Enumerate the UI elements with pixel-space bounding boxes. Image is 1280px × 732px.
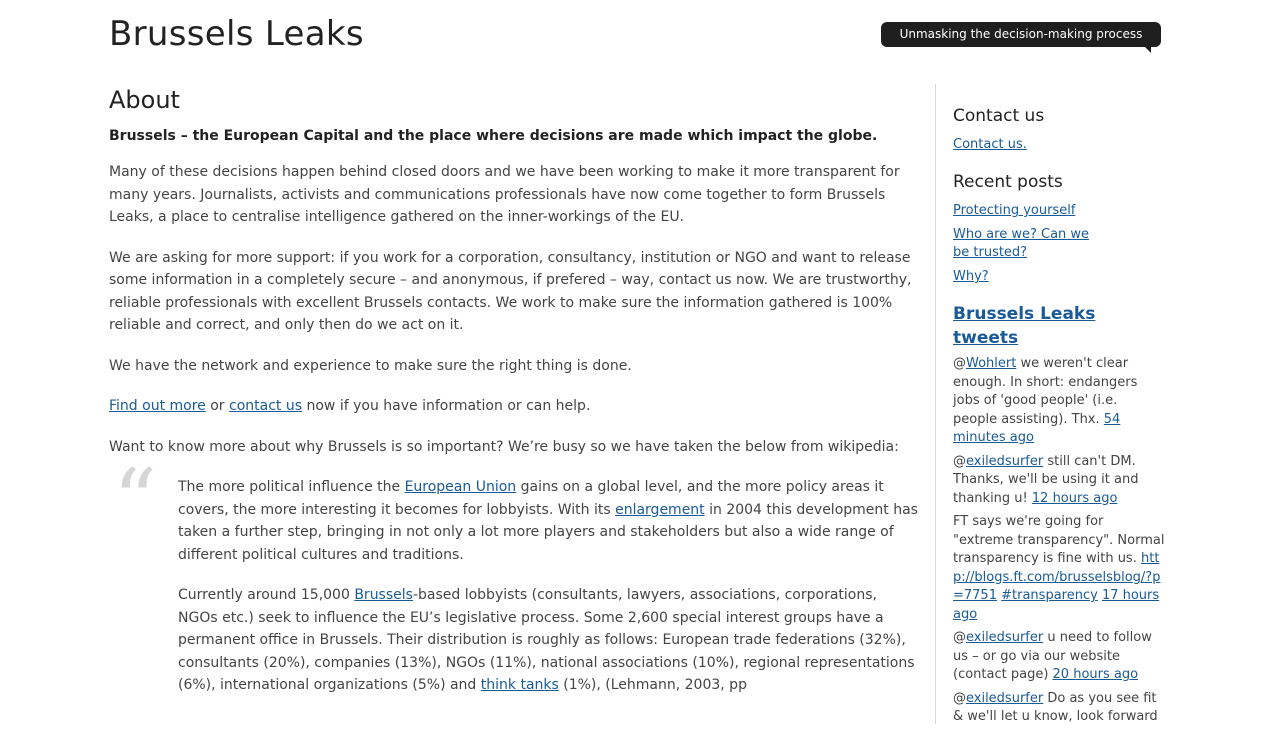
tagline-pointer: [1143, 45, 1151, 53]
network-paragraph: We have the network and experience to make sure the right thing is done.: [109, 357, 632, 374]
sidebar: [953, 104, 1165, 732]
tweet-item: @exiledsurfer u need to follow us – or go via our website (contact page) 20 hours ago: [953, 630, 1152, 682]
wikipedia-intro-paragraph: Want to know more about why Brussels is so important? We’re busy so we have taken the below from wikipedia:: [109, 438, 899, 455]
quote-paragraph-2: Currently around 15,000 Brussels-based lobbyists (consultants, lawyers, associations, corporations, NGOs etc.) seek to influence the EU’s legislative process. Some 2,600 special interest groups have a permanent office in Brussels. Their distribution is roughly as follows: European trade federations (32%), consultants (20%), companies (13%), NGOs (11%), national associations (10%), regional representations (6%), international organizations (5%) and think tanks (1%), (Lehmann, 2003, pp: [178, 587, 915, 693]
tweet-time-link[interactable]: 17 hours ago: [953, 588, 1160, 622]
blockquote: [109, 451, 921, 697]
tweets-heading-link[interactable]: Brussels Leaks tweets: [953, 304, 1096, 348]
tweet-user-link[interactable]: exiledsurfer: [966, 690, 1044, 706]
cta-paragraph: Find out more or contact us now if you have information or can help.: [109, 398, 591, 414]
tweet-item: @Wohlert we weren't clear enough. In short: endangers jobs of 'good people' (i.e. people assisting). Thx. 54 minutes ago: [953, 356, 1138, 445]
support-paragraph: We are asking for more support: if you work for a corporation, consultancy, institution or NGO and want to release some information in a completely secure – and anonymous, if prefered – way, contact us now. We are trustworthy, reliable professionals with excellent Brussels contacts. We work to make sure the information gathered is 100% reliable and correct, and only then do we act on it.: [109, 249, 912, 333]
recent-post-link[interactable]: Protecting yourself: [953, 203, 1076, 218]
tweet-item: FT says we're going for "extreme transparency". Normal transparency is fine with us. http://blogs.ft.com/brusselsblog/?p=7751 #transparency 17 hours ago: [953, 514, 1165, 622]
column-divider: [935, 84, 936, 724]
think-tanks-link[interactable]: think tanks: [480, 677, 559, 693]
european-union-link[interactable]: European Union: [404, 479, 517, 495]
recent-post-link[interactable]: Who are we? Can we be trusted?: [953, 227, 1090, 260]
sidebar-contact-link[interactable]: Contact us.: [953, 137, 1027, 152]
intro-paragraph: Many of these decisions happen behind closed doors and we have been working to make it more transparent for many years. Journalists, activists and communications professionals have now come together to form Brussels Leaks, a place to centralise intelligence gathered on the inner-workings of the EU.: [109, 164, 900, 225]
recent-post-link[interactable]: Why?: [953, 269, 989, 284]
tweet-time-link[interactable]: 20 hours ago: [1052, 667, 1139, 682]
recent-posts-heading: Recent posts: [953, 172, 1063, 192]
lead-text: Brussels – the European Capital and the place where decisions are made which impact the globe.: [109, 128, 878, 144]
tweet-url-link[interactable]: http://blogs.ft.com/brusselsblog/?p=7751: [953, 551, 1161, 603]
recent-posts-widget: [953, 170, 1165, 286]
tweet-item: @exiledsurfer still can't DM. Thanks, we'll be using it and thanking u! 12 hours ago: [953, 453, 1139, 506]
main-content: [109, 86, 921, 715]
tweet-user-link[interactable]: exiledsurfer: [966, 453, 1044, 469]
page-title: About: [109, 86, 180, 114]
tweet-user-link[interactable]: Wohlert: [966, 356, 1017, 371]
contact-heading: Contact us: [953, 106, 1045, 126]
brussels-link[interactable]: Brussels: [354, 587, 413, 603]
quote-paragraph-1: The more political influence the European Union gains on a global level, and the more policy areas it covers, the more interesting it becomes for lobbyists. With its enlargement in 2004 this development has taken a further step, bringing in not only a lot more players and stakeholders but also a wide range of different political cultures and traditions.: [178, 479, 918, 563]
quote-mark-icon: “: [113, 451, 157, 551]
enlargement-link[interactable]: enlargement: [615, 501, 705, 518]
tweet-item: @exiledsurfer Do as you see fit & we'll let u know, look forward: [953, 690, 1158, 724]
tweet-hashtag-link[interactable]: #transparency: [1001, 588, 1098, 603]
tweets-widget: [953, 302, 1165, 727]
tweet-time-link[interactable]: 12 hours ago: [1031, 490, 1118, 506]
site-title[interactable]: Brussels Leaks: [109, 14, 364, 54]
find-out-more-link[interactable]: Find out more: [109, 398, 206, 414]
tweets-heading: [953, 302, 1165, 350]
tweet-user-link[interactable]: exiledsurfer: [966, 630, 1044, 645]
tweet-time-link[interactable]: 54 minutes ago: [953, 411, 1121, 445]
contact-widget: [953, 104, 1165, 154]
contact-us-link[interactable]: contact us: [229, 398, 303, 414]
tagline-badge: Unmasking the decision-making process: [881, 22, 1161, 47]
